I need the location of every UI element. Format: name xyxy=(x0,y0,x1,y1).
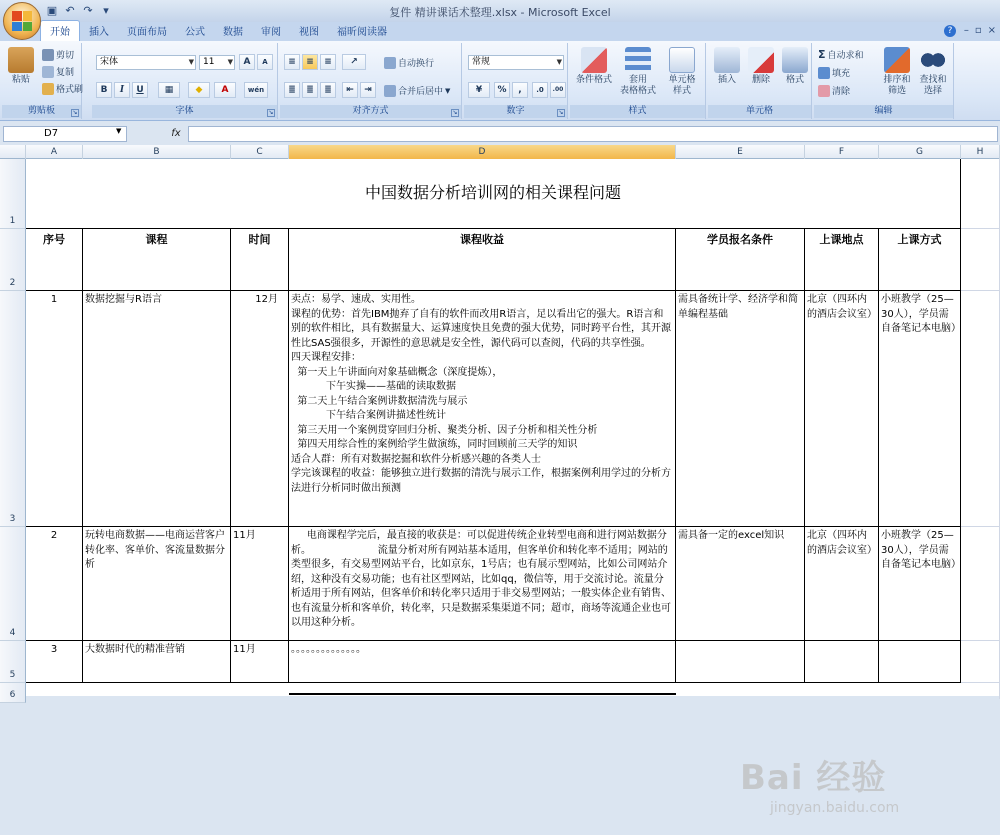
cell-course[interactable]: 数据挖掘与R语言 xyxy=(83,291,231,527)
row-header-1[interactable]: 1 xyxy=(0,159,26,229)
column-header-c[interactable]: C xyxy=(231,145,289,159)
paste-button[interactable]: 粘贴 xyxy=(6,47,36,86)
cell-requirement[interactable]: 需具备统计学、经济学和简单编程基础 xyxy=(676,291,805,527)
sort-filter-button[interactable]: 排序和 筛选 xyxy=(880,47,914,97)
shrink-font-button[interactable]: A xyxy=(257,54,273,70)
column-header-e[interactable]: E xyxy=(676,145,805,159)
row-header-6[interactable]: 6 xyxy=(0,683,26,703)
alignment-launcher-icon[interactable]: ↘ xyxy=(452,109,458,116)
borders-icon: ▦ xyxy=(164,85,174,95)
wrap-text-icon xyxy=(384,57,396,69)
minimize-icon[interactable]: – xyxy=(963,25,969,36)
chevron-down-icon: ▼ xyxy=(188,58,194,66)
insert-cells-button[interactable]: 插入 xyxy=(712,47,742,86)
fill-bucket-icon: ◆ xyxy=(195,85,203,95)
eraser-icon xyxy=(818,85,830,97)
chevron-down-icon: ▼ xyxy=(227,58,233,66)
save-icon[interactable]: ▣ xyxy=(46,4,58,17)
cell-seq[interactable]: 2 xyxy=(26,527,83,641)
cells-group xyxy=(708,43,812,119)
column-header-d[interactable]: D xyxy=(289,145,676,159)
align-middle-icon: ≡ xyxy=(306,57,314,67)
conditional-format-icon xyxy=(581,47,607,73)
font-group-label: 字体 xyxy=(92,105,277,118)
restore-icon[interactable]: ▫ xyxy=(974,25,982,36)
formula-bar xyxy=(0,125,1000,144)
row-header-3[interactable]: 3 xyxy=(0,291,26,527)
tab-insert[interactable]: 插入 xyxy=(89,27,109,38)
font-color-button[interactable]: A xyxy=(214,82,236,98)
row-header-5[interactable]: 5 xyxy=(0,641,26,683)
grow-font-button[interactable]: A xyxy=(239,54,255,70)
cell-location[interactable]: 北京（四环内的酒店会议室） xyxy=(805,527,879,641)
name-box[interactable]: D7 xyxy=(3,126,127,142)
align-middle-button[interactable] xyxy=(302,54,318,70)
tab-formulas[interactable]: 公式 xyxy=(185,27,205,38)
merge-center-button[interactable]: 合并后居中 ▼ xyxy=(384,84,450,97)
cell-time[interactable]: 11月 xyxy=(231,641,289,683)
tab-data[interactable]: 数据 xyxy=(223,27,243,38)
watermark-url: jingyan.baidu.com xyxy=(770,800,900,816)
copy-button[interactable]: 复制 xyxy=(42,65,74,78)
decrease-decimal-button[interactable]: .00 xyxy=(550,82,566,98)
cell-h3[interactable] xyxy=(961,291,1000,527)
fill-color-button[interactable] xyxy=(188,82,210,98)
cell-styles-icon xyxy=(669,47,695,73)
cell-seq[interactable]: 1 xyxy=(26,291,83,527)
cell-benefit[interactable]: 。。。。。。。。。。。。。。 xyxy=(289,641,676,683)
worksheet[interactable] xyxy=(0,145,1000,816)
format-cells-icon xyxy=(782,47,808,73)
format-cells-button[interactable]: 格式 xyxy=(780,47,810,86)
ribbon-tabs xyxy=(0,22,1000,41)
comma-button[interactable]: , xyxy=(512,82,528,98)
header-benefit[interactable]: 课程收益 xyxy=(289,229,676,291)
column-header-f[interactable]: F xyxy=(805,145,879,159)
bold-button[interactable]: B xyxy=(96,82,112,98)
select-all-corner[interactable] xyxy=(0,145,26,159)
styles-group-label: 样式 xyxy=(570,105,705,118)
font-name-select[interactable]: 宋体 ▼ xyxy=(96,55,196,70)
watermark-brand: Bai 经验 xyxy=(740,758,887,798)
autosum-button[interactable]: Σ 自动求和 xyxy=(818,48,864,61)
customize-qat-icon[interactable]: ▾ xyxy=(103,4,109,17)
insert-function-button[interactable]: fx xyxy=(171,128,181,139)
align-center-icon: ≣ xyxy=(306,85,314,95)
baidu-jingyan-watermark xyxy=(700,750,990,835)
cell-requirement[interactable]: 需具备一定的excel知识 xyxy=(676,527,805,641)
clipboard-launcher-icon[interactable]: ↘ xyxy=(72,109,78,116)
header-requirement[interactable]: 学员报名条件 xyxy=(676,229,805,291)
italic-button[interactable]: I xyxy=(114,82,130,98)
phonetic-button[interactable]: wén xyxy=(244,82,268,98)
office-logo-icon xyxy=(12,11,32,31)
number-group xyxy=(464,43,568,119)
cut-button[interactable]: 剪切 xyxy=(42,48,74,61)
scissors-icon xyxy=(42,49,54,61)
increase-indent-icon: ⇥ xyxy=(364,85,372,95)
delete-cells-button[interactable]: 删除 xyxy=(746,47,776,86)
undo-icon[interactable]: ↶ xyxy=(65,4,75,17)
orientation-icon: ↗ xyxy=(350,57,358,67)
align-bottom-icon: ≡ xyxy=(324,57,332,67)
align-right-button[interactable] xyxy=(320,82,336,98)
column-header-h[interactable]: H xyxy=(961,145,1000,159)
cell-h1[interactable] xyxy=(961,159,1000,229)
formula-input[interactable] xyxy=(188,126,998,142)
align-bottom-button[interactable] xyxy=(320,54,336,70)
align-top-button[interactable] xyxy=(284,54,300,70)
brush-icon xyxy=(42,83,54,95)
cell-location[interactable] xyxy=(805,641,879,683)
chevron-down-icon: ▼ xyxy=(445,86,451,95)
row-header-4[interactable]: 4 xyxy=(0,527,26,641)
header-location[interactable]: 上课地点 xyxy=(805,229,879,291)
copy-icon xyxy=(42,66,54,78)
cell-styles-button[interactable]: 单元格 样式 xyxy=(662,47,702,97)
currency-icon: ¥ xyxy=(475,85,483,95)
cell-method[interactable] xyxy=(879,641,961,683)
cell-h4[interactable] xyxy=(961,527,1000,641)
accounting-format-button[interactable] xyxy=(468,82,490,98)
alignment-group-label: 对齐方式 xyxy=(280,105,461,118)
chevron-down-icon: ▼ xyxy=(556,58,562,66)
row-header-2[interactable]: 2 xyxy=(0,229,26,291)
cells-group-label: 单元格 xyxy=(708,105,811,118)
header-seq[interactable]: 序号 xyxy=(26,229,83,291)
font-size-select[interactable]: 11 ▼ xyxy=(199,55,235,70)
insert-cells-icon xyxy=(714,47,740,73)
align-center-button[interactable] xyxy=(302,82,318,98)
borders-button[interactable] xyxy=(158,82,180,98)
percent-button[interactable]: % xyxy=(494,82,510,98)
cell-time[interactable]: 11月 xyxy=(231,527,289,641)
number-format-select[interactable]: 常规 ▼ xyxy=(468,55,564,70)
cell-h2[interactable] xyxy=(961,229,1000,291)
cell-location[interactable]: 北京（四环内的酒店会议室） xyxy=(805,291,879,527)
binoculars-icon xyxy=(920,47,946,73)
alignment-group xyxy=(280,43,462,119)
decrease-indent-icon: ⇤ xyxy=(346,85,354,95)
paste-icon xyxy=(8,47,34,73)
number-group-label: 数字 xyxy=(464,105,567,118)
clear-button[interactable]: 清除 xyxy=(818,84,850,97)
close-icon[interactable]: × xyxy=(987,25,996,36)
tab-home[interactable]: 开始 xyxy=(40,20,80,41)
styles-group xyxy=(570,43,706,119)
office-button[interactable] xyxy=(3,2,41,40)
font-group xyxy=(92,43,278,119)
cell-time[interactable]: 12月 xyxy=(231,291,289,527)
font-launcher-icon[interactable]: ↘ xyxy=(268,109,274,116)
fill-button[interactable]: 填充 xyxy=(818,66,850,79)
align-right-icon: ≣ xyxy=(324,85,332,95)
row6-border xyxy=(289,693,676,695)
table-format-icon xyxy=(625,47,651,73)
redo-icon[interactable]: ↷ xyxy=(83,4,93,17)
tab-foxit-reader[interactable]: 福昕阅读器 xyxy=(337,27,387,38)
cell-h5[interactable] xyxy=(961,641,1000,683)
format-painter-button[interactable]: 格式刷 xyxy=(42,82,83,95)
cell-method[interactable]: 小班教学（25—30人），学员需自备笔记本电脑） xyxy=(879,527,961,641)
header-method[interactable]: 上课方式 xyxy=(879,229,961,291)
column-header-b[interactable]: B xyxy=(83,145,231,159)
sigma-icon: Σ xyxy=(818,48,826,61)
increase-indent-button[interactable] xyxy=(360,82,376,98)
cell-course[interactable]: 大数据时代的精准营销 xyxy=(83,641,231,683)
align-left-icon: ≣ xyxy=(288,85,296,95)
cell-method[interactable]: 小班教学（25—30人），学员需自备笔记本电脑） xyxy=(879,291,961,527)
header-time[interactable]: 时间 xyxy=(231,229,289,291)
align-top-icon: ≡ xyxy=(288,57,296,67)
conditional-format-button[interactable]: 条件格式 xyxy=(574,47,614,86)
clipboard-group xyxy=(2,43,82,119)
help-icon[interactable]: ? xyxy=(944,25,956,37)
align-left-button[interactable] xyxy=(284,82,300,98)
cell-benefit[interactable]: 卖点：易学、速成、实用性。 课程的优势：首先IBM抛弃了自有的软件而改用R语言，足以看出它的强大。R语言和别的软件相比，具有数据量大、运算速度快且免费的强大优势，同时跨平台性，其开源性比SAS强很多，开源性的意思就是安全性，源代码可以查阅，代码的共享性强。 四天课程安排： 第一天上午讲面向对象基础概念（深度提炼）， 下午实操——基础的读取数据 第二天上午结合案例讲数据清洗与展示 下午结合案例讲描述性统计 第三天用一个案例贯穿回归分析、聚类分析、因子分析和相关性分析 第四天用综合性的案例给学生做演练，同时回顾前三天学的知识 适合人群：所有对数据挖掘和软件分析感兴趣的各类人士 学完该课程的收益：能够独立进行数据的清洗与展示工作，根据案例利用学过的分析方法进行分析同时做出预测 xyxy=(289,291,676,527)
sort-filter-icon xyxy=(884,47,910,73)
format-as-table-button[interactable]: 套用 表格格式 xyxy=(618,47,658,97)
ribbon xyxy=(0,41,1000,121)
tab-view[interactable]: 视图 xyxy=(299,27,319,38)
merge-cells-icon xyxy=(384,85,396,97)
editing-group-label: 编辑 xyxy=(814,105,953,118)
delete-cells-icon xyxy=(748,47,774,73)
cell-benefit[interactable]: 电商课程学完后，最直接的收获是：可以促进传统企业转型电商和进行网站数据分析。 流量分析对所有网站基本适用，但客单价和转化率不适用；网站的类型很多，有交易型网站平台，比如京东，1号店；也有展示型网站，比如公司网站介绍，这种没有交易功能；也有社区型网站，比如qq，微信等，用于交流讨论。流量分析适用于所有网站，但客单价和转化率只适用于非交易型网站；一般实体企业有销售、也有流量分析和客单价，转化率，只是数据采集渠道不同；超市，商场等流通企业也可以用这种分析。 xyxy=(289,527,676,641)
column-header-a[interactable]: A xyxy=(26,145,83,159)
underline-button[interactable]: U xyxy=(132,82,148,98)
cell-seq[interactable]: 3 xyxy=(26,641,83,683)
number-launcher-icon[interactable]: ↘ xyxy=(558,109,564,116)
orientation-button[interactable] xyxy=(342,54,366,70)
tab-page-layout[interactable]: 页面布局 xyxy=(127,27,167,38)
workbook-controls xyxy=(964,25,996,36)
cell-requirement[interactable] xyxy=(676,641,805,683)
increase-decimal-button[interactable]: .0 xyxy=(532,82,548,98)
fill-down-icon xyxy=(818,67,830,79)
column-header-g[interactable]: G xyxy=(879,145,961,159)
chevron-down-icon[interactable]: ▼ xyxy=(116,127,122,135)
column-header-bar xyxy=(0,145,1000,159)
title-bar xyxy=(0,0,1000,22)
header-course[interactable]: 课程 xyxy=(83,229,231,291)
tab-review[interactable]: 审阅 xyxy=(261,27,281,38)
editing-group xyxy=(814,43,954,119)
decrease-indent-button[interactable] xyxy=(342,82,358,98)
clipboard-group-label: 剪贴板 xyxy=(2,105,81,118)
cell-course[interactable]: 玩转电商数据——电商运营客户转化率、客单价、客流量数据分析 xyxy=(83,527,231,641)
window-title: 复件 精讲课话术整理.xlsx - Microsoft Excel xyxy=(389,6,611,19)
find-select-button[interactable]: 查找和 选择 xyxy=(916,47,950,97)
sheet-title[interactable]: 中国数据分析培训网的相关课程问题 xyxy=(26,159,961,229)
wrap-text-button[interactable]: 自动换行 xyxy=(384,56,434,69)
